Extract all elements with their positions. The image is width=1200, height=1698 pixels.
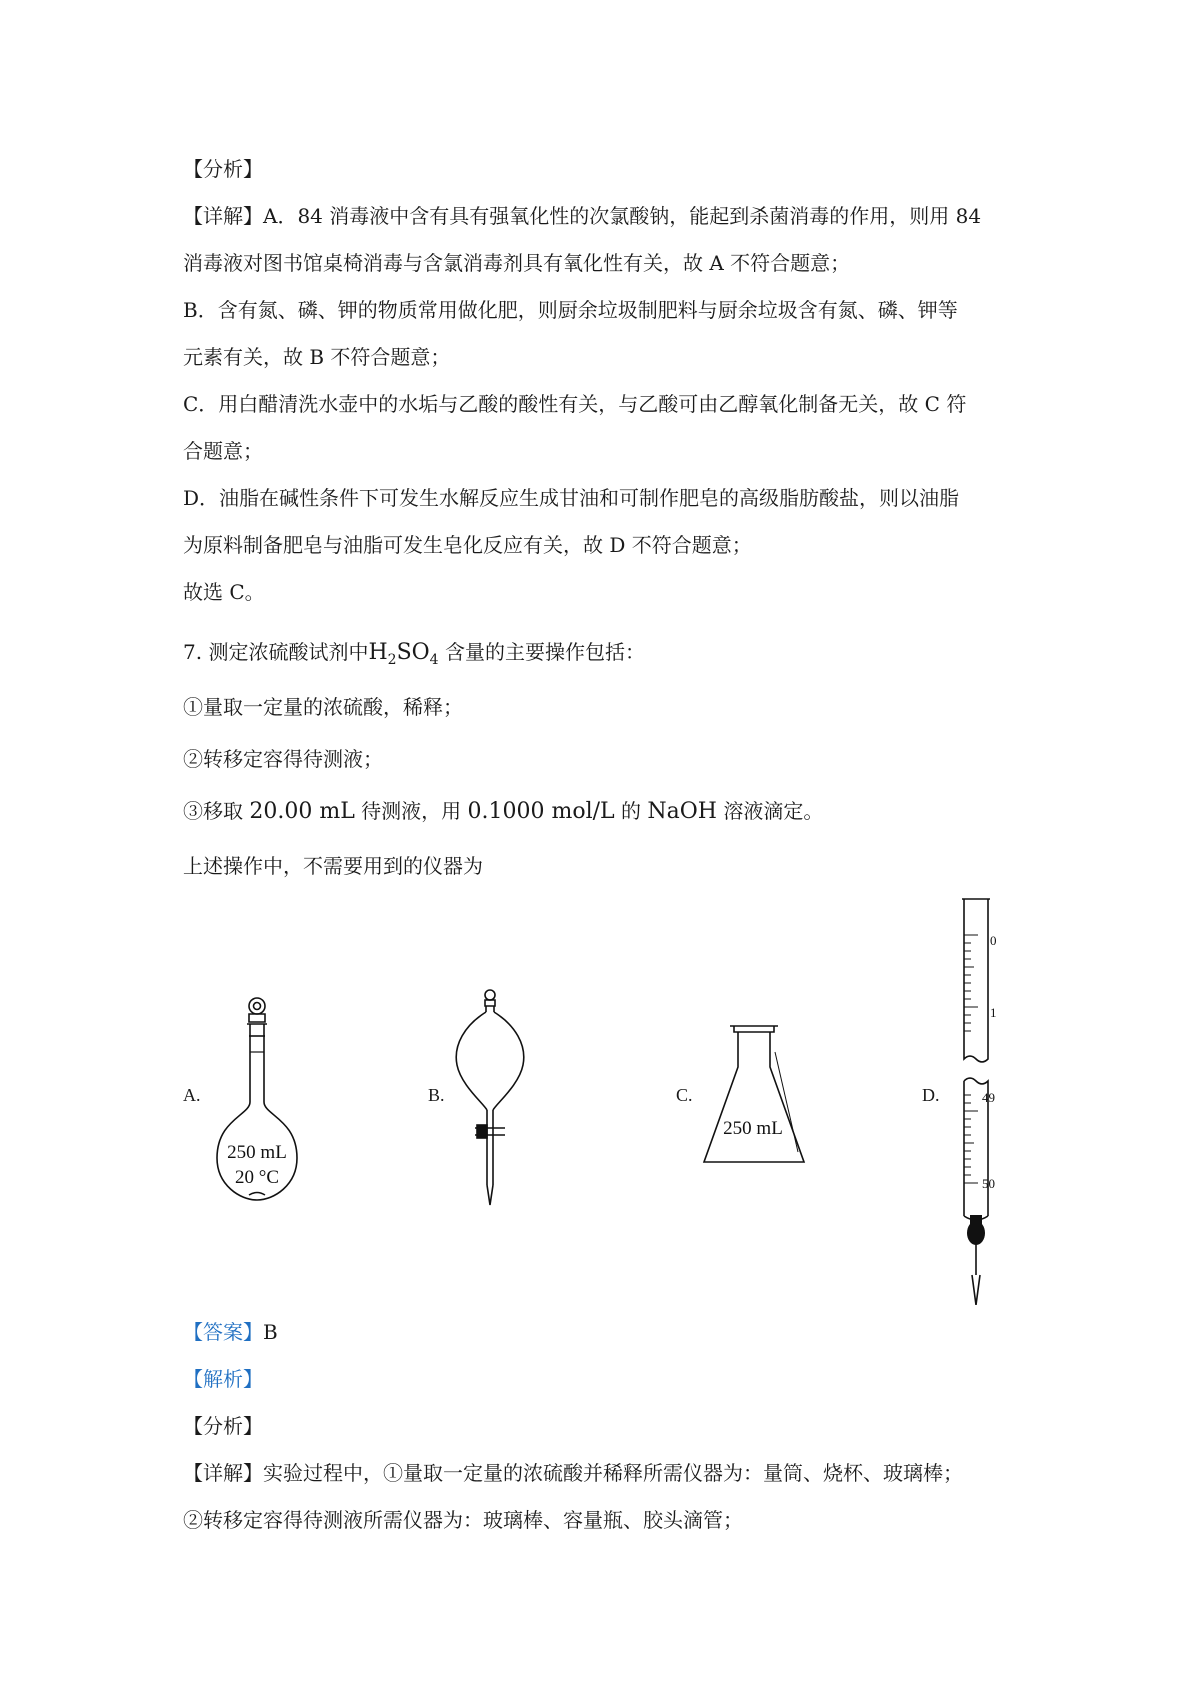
option-c-label: C.: [676, 1085, 693, 1105]
burette-mark-49: 49: [982, 1090, 995, 1105]
burette-mark-0: 0: [990, 933, 997, 948]
conclusion: 故选 C。: [183, 580, 265, 604]
step3-text: 待测液，用: [354, 799, 468, 823]
detail-line: C．用白醋清洗水壶中的水垢与乙酸的酸性有关，与乙酸可由乙醇氧化制备无关，故 C 符: [183, 392, 967, 416]
step3-concentration: 0.1000 mol/L: [467, 799, 615, 824]
detail-line: 为原料制备肥皂与油脂可发生皂化反应有关，故 D 不符合题意；: [183, 533, 752, 557]
flask-a-temperature: 20 °C: [234, 1167, 280, 1188]
answer: [183, 1318, 278, 1346]
question-stem: [183, 638, 645, 674]
option-b-label: B.: [428, 1085, 445, 1105]
conical-flask-icon: [700, 1022, 820, 1172]
detail-line: B．含有氮、磷、钾的物质常用做化肥，则厨余垃圾制肥料与厨余垃圾含有氮、磷、钾等: [183, 298, 958, 322]
detail-line: 【详解】实验过程中，①量取一定量的浓硫酸并稀释所需仪器为：量筒、烧杯、玻璃棒；: [183, 1461, 963, 1485]
flask-c-volume: 250 mL: [723, 1118, 783, 1139]
step-1: ①量取一定量的浓硫酸，稀释；: [183, 695, 463, 719]
option-a-label: A.: [183, 1085, 201, 1105]
step-3: [183, 797, 823, 826]
detail-line: 消毒液对图书馆桌椅消毒与含氯消毒剂具有氧化性有关，故 A 不符合题意；: [183, 251, 851, 275]
step3-text: 的: [614, 799, 648, 823]
detail-line: 合题意；: [183, 439, 263, 463]
formula-h-sub: 2: [387, 652, 397, 668]
step3-naoh: NaOH: [647, 799, 717, 824]
step3-text: ③移取: [183, 799, 250, 823]
volumetric-flask-icon: [205, 990, 325, 1205]
formula-so-sub: 4: [429, 652, 439, 668]
answer-tag: 【答案】: [183, 1320, 263, 1344]
detail-line: D．油脂在碱性条件下可发生水解反应生成甘油和可制作肥皂的高级脂肪酸盐，则以油脂: [183, 486, 960, 510]
explain-tag: 【解析】: [183, 1367, 263, 1391]
step-2: ②转移定容得待测液；: [183, 747, 383, 771]
formula-so: SO: [396, 640, 430, 665]
answer-value: B: [263, 1320, 278, 1344]
formula-h: H: [368, 640, 388, 665]
option-d-label: D.: [922, 1085, 940, 1105]
burette-mark-50: 50: [982, 1176, 995, 1191]
separatory-funnel-icon: [445, 985, 535, 1210]
step3-text: 溶液滴定。: [716, 799, 824, 823]
burette-icon: [950, 895, 1030, 1305]
stem-suffix: 含量的主要操作包括：: [438, 640, 645, 664]
detail-line: 元素有关，故 B 不符合题意；: [183, 345, 451, 369]
step3-volume: 20.00 mL: [249, 799, 355, 824]
stem-prefix: 7. 测定浓硫酸试剂中: [183, 640, 369, 664]
detail-line: ②转移定容得待测液所需仪器为：玻璃棒、容量瓶、胶头滴管；: [183, 1508, 743, 1532]
analysis-heading: 【分析】: [183, 1414, 263, 1438]
detail-line: 【详解】A．84 消毒液中含有具有强氧化性的次氯酸钠，能起到杀菌消毒的作用，则用 84: [183, 204, 982, 228]
analysis-heading: 【分析】: [183, 157, 263, 181]
burette-mark-1: 1: [990, 1005, 997, 1020]
flask-a-volume: 250 mL: [227, 1142, 287, 1163]
question-prompt: 上述操作中，不需要用到的仪器为: [183, 854, 483, 878]
